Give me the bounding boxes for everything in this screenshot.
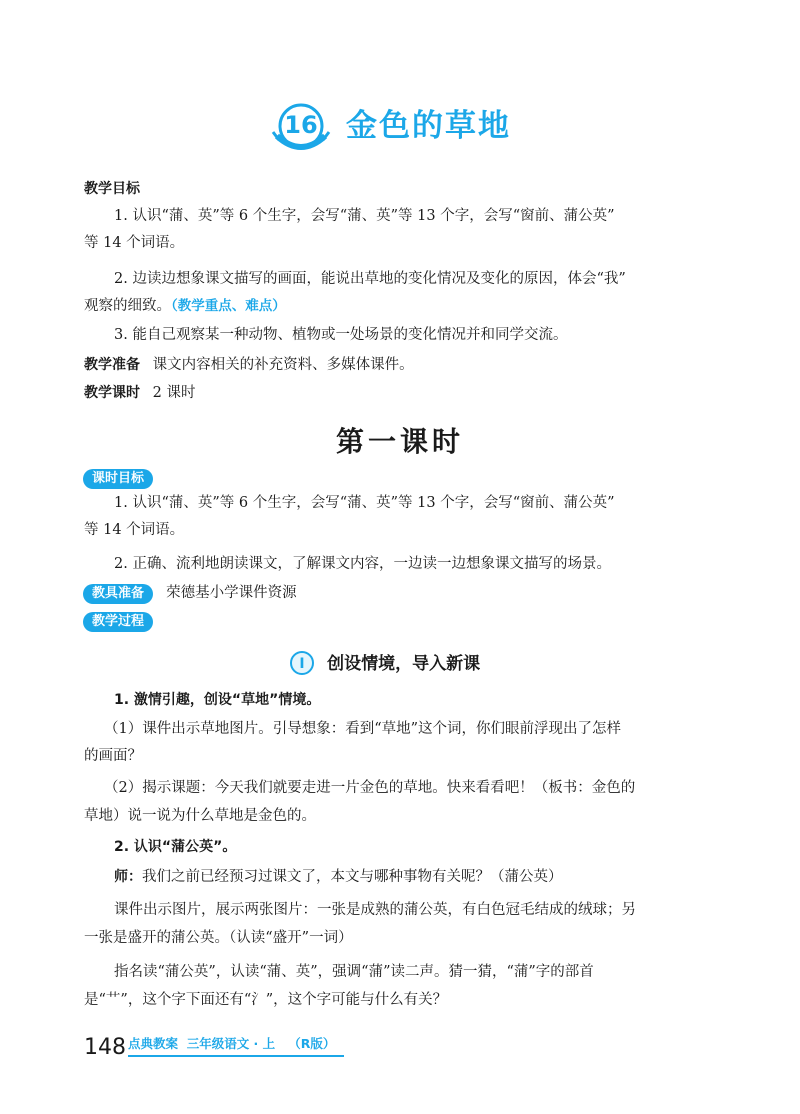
teacher-label: 师： [114,869,142,885]
goal-badge-wrap [83,467,153,489]
para-1-line1: （1）课件出示草地图片。引导想象：看到“草地”这个词，你们眼前浮现出了怎样 [104,721,622,737]
section-title: 创设情境，导入新课 [327,654,481,674]
teacher-text: 我们之前已经预习过课文了，本文与哪种事物有关呢？（蒲公英） [142,869,563,885]
hours-label: 教学课时 [84,385,140,401]
preparation-label: 教学准备 [84,357,140,373]
page-number: 148 [84,1035,126,1060]
process-badge: 教学过程 [83,612,153,632]
period-title: 第一课时 [335,425,464,458]
objective-2-text: 观察的细致。 [84,298,171,314]
lesson-number: 16 [284,111,318,139]
step-2: 2. 认识“蒲公英”。 [114,839,237,855]
tools-row [83,582,297,604]
para-2-line2: 草地）说一说为什么草地是金色的。 [84,808,316,824]
process-badge-wrap [83,610,153,632]
period-goal-1-line2: 等 14 个词语。 [84,522,185,538]
objective-2-line2 [84,293,286,319]
para-3-line1: 课件出示图片，展示两张图片：一张是成熟的蒲公英，有白色冠毛结成的绒球；另 [114,902,636,918]
period-goal-2: 2. 正确、流利地朗读课文，了解课文内容，一边读一边想象课文描写的场景。 [114,556,611,572]
lesson-number-badge [271,102,331,154]
footer-rule [128,1055,344,1057]
objective-1-line2: 等 14 个词语。 [84,235,185,251]
tools-text: 荣德基小学课件资源 [166,585,297,601]
hours-text: 2 课时 [152,385,196,401]
para-1-line2: 的画面？ [84,748,142,764]
para-2-line1: （2）揭示课题：今天我们就要走进一片金色的草地。快来看看吧！（板书：金色的 [104,780,636,796]
para-3-line2: 一张是盛开的蒲公英。（认读“盛开”一词） [84,930,353,946]
step-1: 1. 激情引趣，创设“草地”情境。 [114,692,321,708]
footer-book-title: 点典教案 三年级语文 · 上 （R版） [128,1036,336,1051]
section-numeral-circle [290,651,314,675]
lesson-title: 金色的草地 [346,108,511,144]
key-difficult-note: （教学重点、难点） [171,298,286,314]
period-goal-1-line1: 1. 认识“蒲、英”等 6 个生字，会写“蒲、英”等 13 个字，会写“窗前、蒲公英” [114,495,615,511]
objective-3: 3. 能自己观察某一种动物、植物或一处场景的变化情况并和同学交流。 [114,327,568,343]
objective-1-line1: 1. 认识“蒲、英”等 6 个生字，会写“蒲、英”等 13 个字，会写“窗前、蒲公英” [114,208,615,224]
hours-row [84,380,195,406]
section-1-heading [290,651,480,677]
tools-badge: 教具准备 [83,584,153,604]
preparation-row [84,352,414,378]
objectives-heading: 教学目标 [84,181,140,197]
objective-2-line1: 2. 边读边想象课文描写的画面，能说出草地的变化情况及变化的原因，体会“我” [114,271,626,287]
para-4-line1: 指名读“蒲公英”，认读“蒲、英”，强调“蒲”读二声。猜一猜，“蒲”字的部首 [114,964,594,980]
period-goal-badge: 课时目标 [83,469,153,489]
teacher-line [114,864,563,890]
para-4-line2: 是“艹”，这个字下面还有“氵”，这个字可能与什么有关？ [84,992,448,1008]
preparation-text: 课文内容相关的补充资料、多媒体课件。 [152,357,414,373]
section-numeral: I [299,655,305,672]
